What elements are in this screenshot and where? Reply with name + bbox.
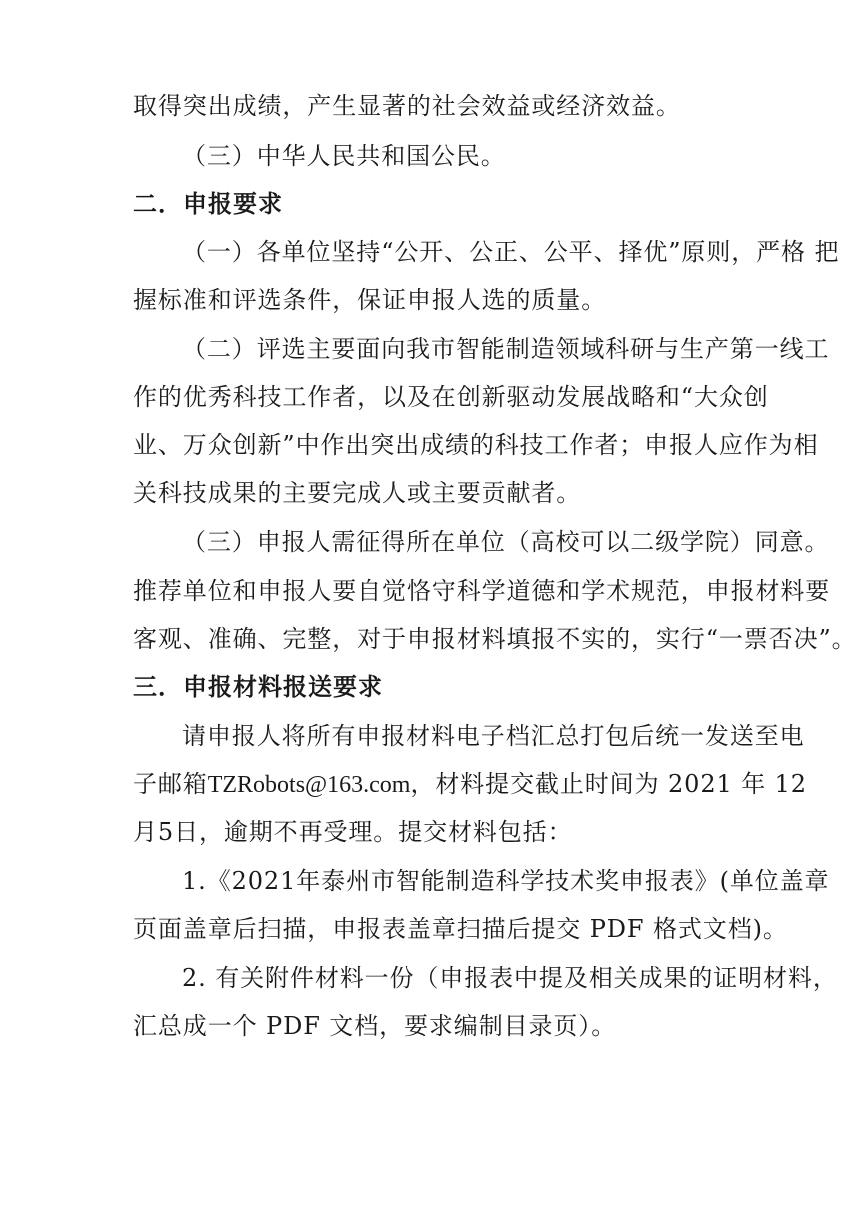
- material-2-line-2: 汇总成一个 PDF 文档，要求编制目录页）。: [133, 1012, 617, 1040]
- material-2-line-1: 2. 有关附件材料一份（申报表中提及相关成果的证明材料，: [182, 964, 838, 992]
- requirement-2-line-2: 作的优秀科技工作者，以及在创新驱动发展战略和“大众创: [133, 383, 769, 411]
- submission-intro-line-3: 月5日，逾期不再受理。提交材料包括：: [133, 818, 573, 846]
- requirement-3-line-1: （三）申报人需征得所在单位（高校可以二级学院）同意。: [182, 528, 830, 556]
- requirement-1-line-2: 握标准和评选条件，保证申报人选的质量。: [133, 286, 607, 314]
- material-1-line-2: 页面盖章后扫描，申报表盖章扫描后提交 PDF 格式文档)。: [133, 915, 788, 943]
- paragraph-previous-tail: 取得突出成绩，产生显著的社会效益或经济效益。: [133, 92, 681, 120]
- requirement-2-line-1: （二）评选主要面向我市智能制造领域科研与生产第一线工: [182, 335, 830, 363]
- requirement-1-line-1: （一）各单位坚持“公开、公正、公平、择优”原则，严格 把: [182, 238, 840, 266]
- criteria-item-3: （三）中华人民共和国公民。: [182, 142, 506, 170]
- material-1-line-1: 1.《2021年泰州市智能制造科学技术奖申报表》(单位盖章: [182, 867, 830, 895]
- submission-intro-line-2: [0, 768, 860, 801]
- requirement-3-line-2: 推荐单位和申报人要自觉恪守科学道德和学术规范，申报材料要: [133, 577, 831, 605]
- submission-intro-line-1: 请申报人将所有申报材料电子档汇总打包后统一发送至电: [182, 722, 805, 750]
- section-heading-requirements: 二．申报要求: [133, 190, 283, 218]
- section-heading-submission: 三．申报材料报送要求: [133, 673, 383, 701]
- submission-intro-prefix: 子邮箱: [133, 770, 208, 798]
- submission-deadline-text: ，材料提交截止时间为 2021 年 12: [410, 770, 807, 798]
- requirement-3-line-3: 客观、准确、完整，对于申报材料填报不实的，实行“一票否决”。: [133, 625, 857, 653]
- submission-email: TZRobots@163.com: [207, 772, 411, 798]
- requirement-2-line-4: 关科技成果的主要完成人或主要贡献者。: [133, 479, 582, 507]
- requirement-2-line-3: 业、万众创新”中作出突出成绩的科技工作者；申报人应作为相: [133, 431, 819, 459]
